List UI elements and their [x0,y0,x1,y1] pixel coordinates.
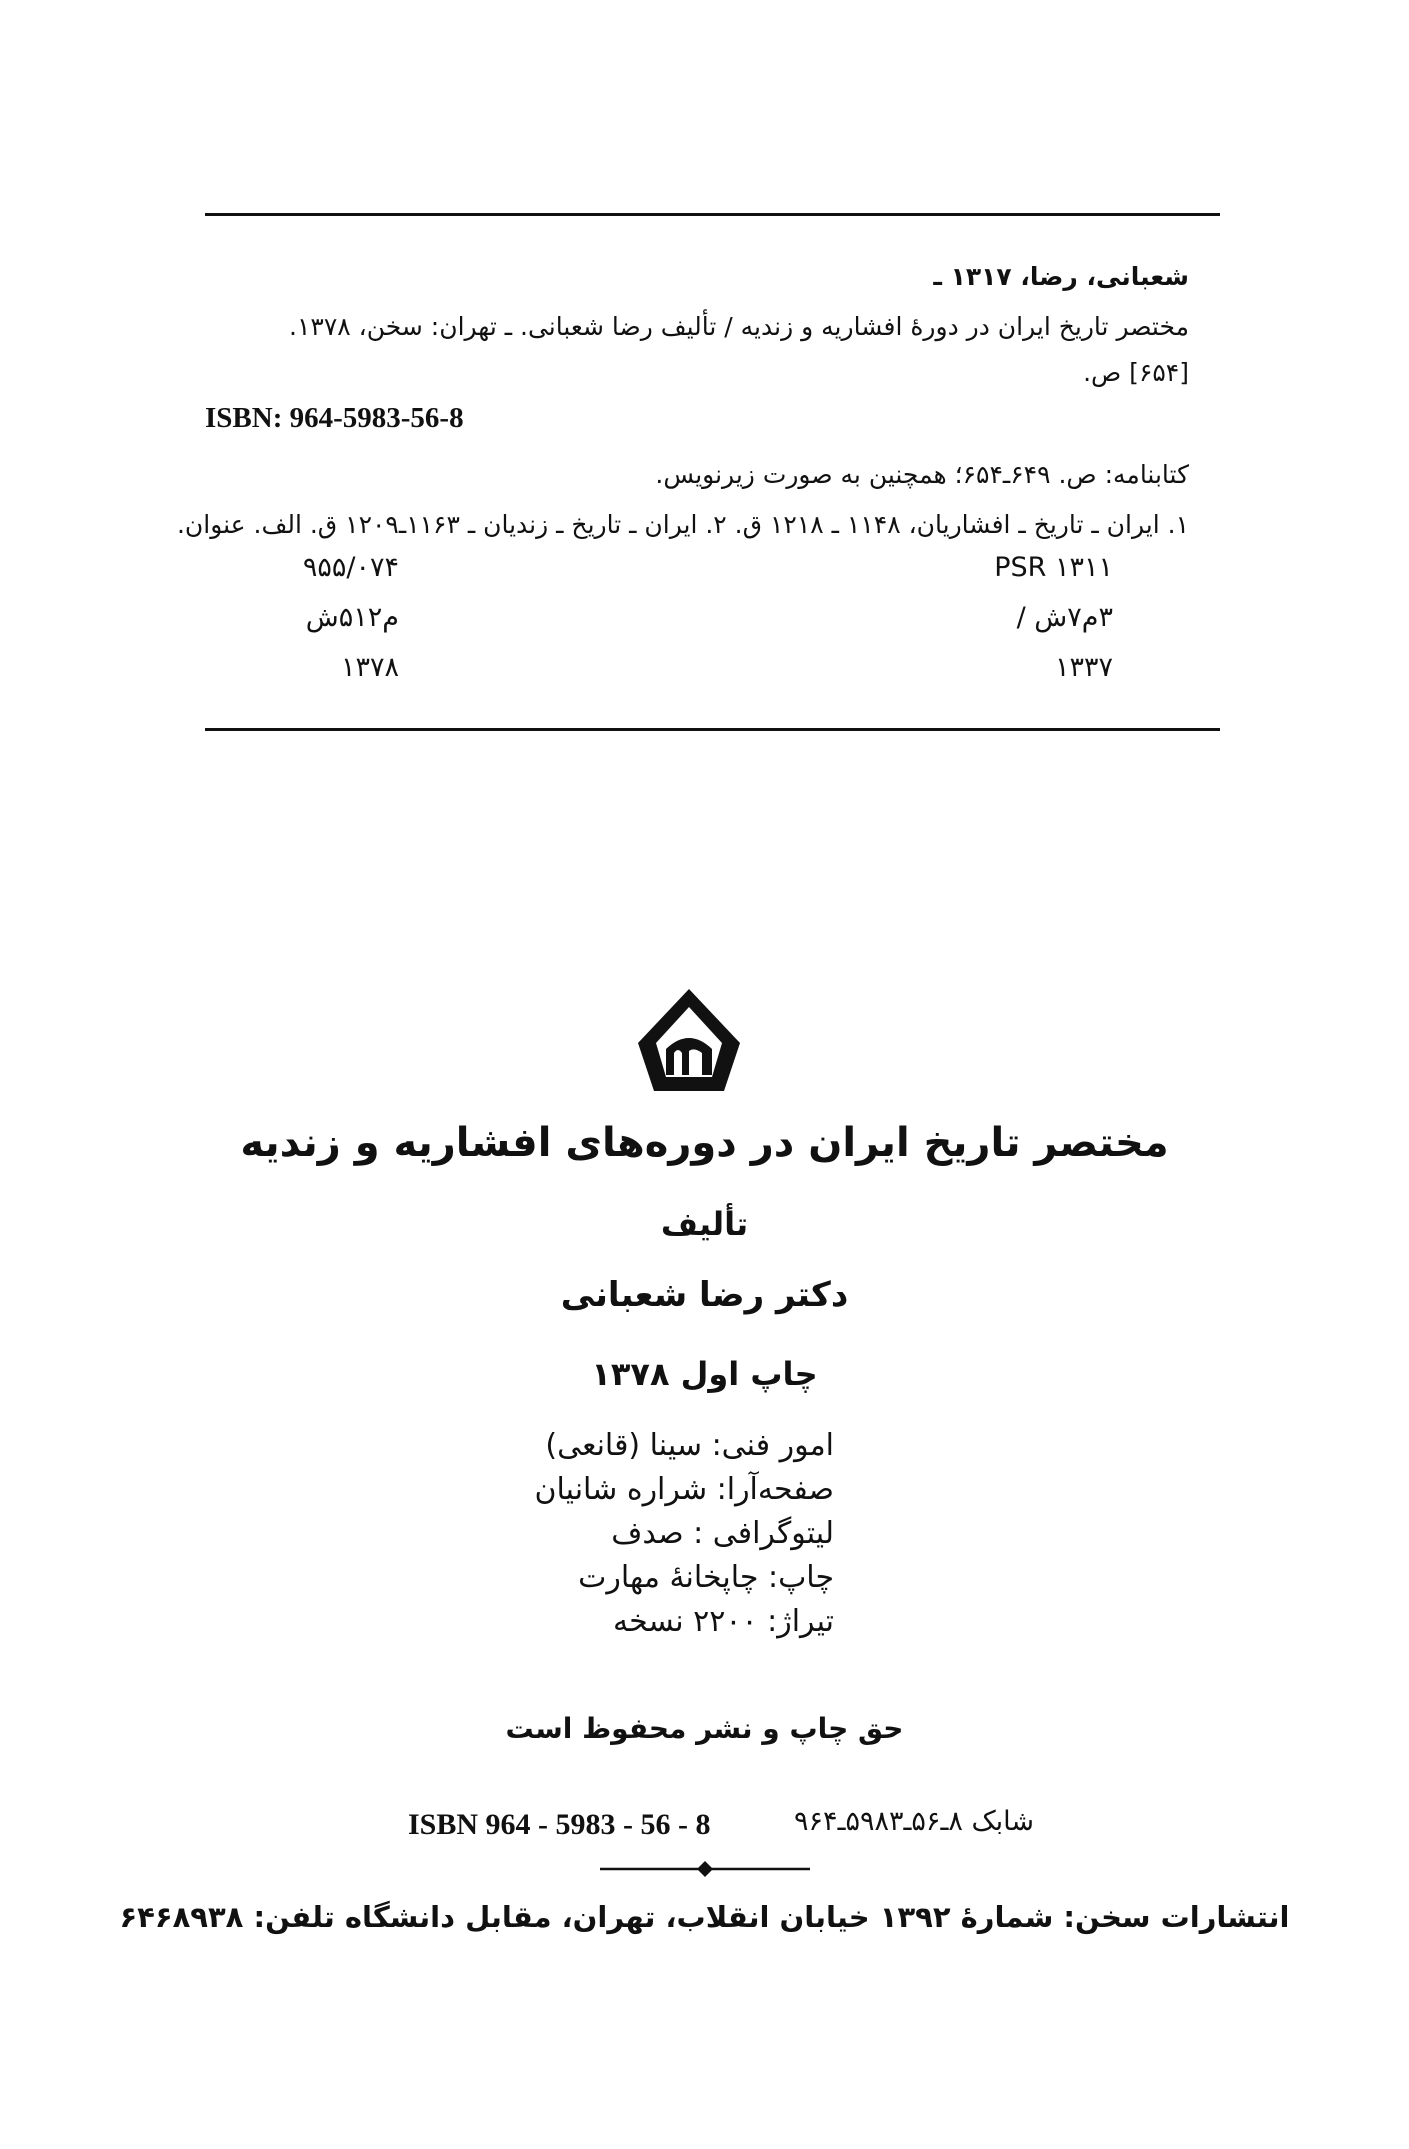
book-author: دکتر رضا شعبانی [560,1275,849,1315]
cip-bottom-rule [205,728,1220,731]
book-title: مختصر تاریخ ایران در دوره‌های افشاریه و زندیه [240,1120,1169,1166]
cip-lc-cutter: ۳م۷ش / [1016,602,1113,633]
cip-bibliography: کتابنامه: ص. ۶۴۹ـ۶۵۴؛ همچنین به صورت زیرنویس. [655,460,1189,489]
diamond-divider-icon [600,1858,810,1880]
publisher-logo-icon [634,985,744,1095]
cip-author: شعبانی، رضا، ۱۳۱۷ ـ [933,262,1189,291]
cip-subjects: ۱. ایران ـ تاریخ ـ افشاریان، ۱۱۴۸ ـ ۱۲۱۸ ق. ۲. ایران ـ تاریخ ـ زندیان ـ ۱۱۶۳ـ۱۲۰۹ ق. الف. عنوان. [176,510,1189,539]
cip-isbn: ISBN: 964-5983-56-8 [205,402,464,434]
rights-notice: حق چاپ و نشر محفوظ است [505,1712,904,1745]
cip-dewey-year: ۱۳۷۸ [340,652,399,683]
credit-printing: چاپ: چاپخانهٔ مهارت [578,1560,834,1595]
isbn-footer-persian: شابک ۸ـ۵۶ـ۵۹۸۳ـ۹۶۴ [794,1806,1034,1837]
cip-title-line: مختصر تاریخ ایران در دورهٔ افشاریه و زندیه / تألیف رضا شعبانی. ـ تهران: سخن، ۱۳۷۸. [289,312,1189,341]
credit-technical: امور فنی: سینا (قانعی) [545,1428,834,1463]
credit-print-run: تیراژ: ۲۲۰۰ نسخه [613,1604,834,1639]
publisher-address: انتشارات سخن: شمارهٔ ۱۳۹۲ خیابان انقلاب، تهران، مقابل دانشگاه تلفن: ۶۴۶۸۹۳۸ [119,1900,1290,1934]
authorship-label: تألیف [660,1205,749,1243]
cip-lc-year: ۱۳۳۷ [1054,652,1113,683]
credit-lithography: لیتوگرافی : صدف [611,1516,834,1551]
credit-layout: صفحه‌آرا: شراره شانیان [534,1472,834,1507]
cip-lc-class: PSR ۱۳۱۱ [994,552,1113,583]
cip-pages: [۶۵۴] ص. [1083,358,1189,387]
cip-dewey-cutter: م۵۱۲ش [305,602,399,633]
cip-dewey-class: ۹۵۵/۰۷۴ [302,552,399,583]
isbn-footer-latin: ISBN 964 - 5983 - 56 - 8 [408,1808,711,1841]
cip-top-rule [205,213,1220,216]
edition: چاپ اول ۱۳۷۸ [591,1355,818,1393]
